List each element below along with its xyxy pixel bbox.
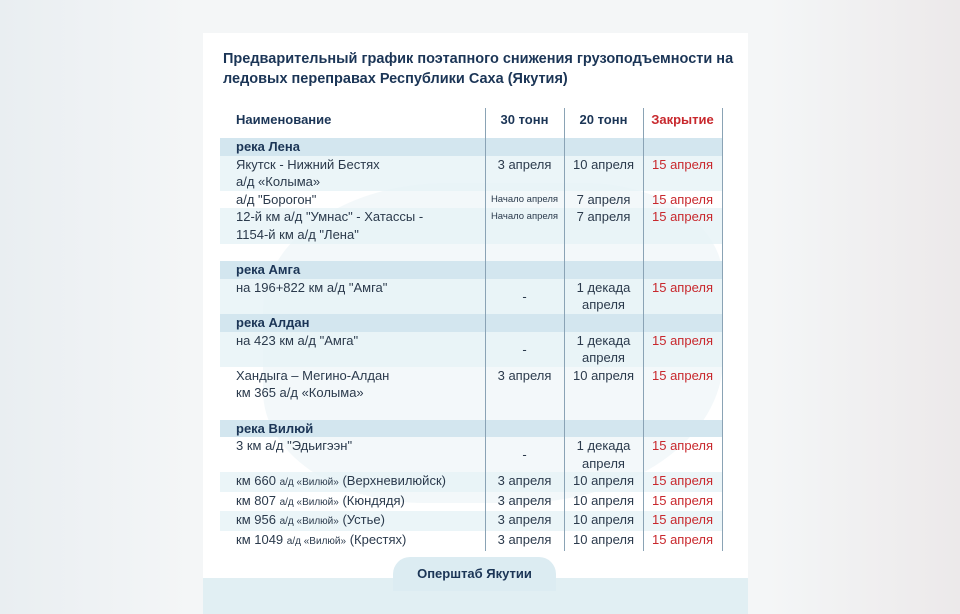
row-name: 3 км а/д "Эдьигээн": [236, 438, 353, 454]
cell-close: 15 апреля: [643, 511, 722, 531]
cell-20t: апреля: [582, 297, 625, 313]
table-row: [220, 367, 722, 402]
row-road: а/д «Вилюй»: [286, 536, 347, 548]
cell-20t: апреля: [582, 350, 625, 366]
cell-30t: Начало апреля: [485, 208, 564, 243]
row-name: 12-й км а/д "Умнас" - Хатассы -: [236, 209, 424, 225]
cell-30t: 3 апреля: [485, 511, 564, 531]
cell-30t: 3 апреля: [485, 367, 564, 402]
cell-close: 15 апреля: [643, 208, 722, 243]
header-30t: 30 тонн: [485, 108, 564, 138]
row-name: Хандыга – Мегино-Алдан: [236, 367, 390, 383]
table-row: [220, 279, 722, 314]
row-road: а/д «Вилюй»: [279, 516, 339, 528]
row-name: а/д «Колыма»: [236, 174, 321, 190]
cell-20t: 7 апреля: [564, 191, 643, 209]
row-road: а/д «Вилюй»: [279, 477, 339, 489]
schedule-card: [203, 33, 748, 580]
section-row: [220, 138, 722, 156]
row-km: км 956: [236, 512, 276, 528]
table-row: [220, 191, 722, 209]
cell-20t: 10 апреля: [564, 492, 643, 512]
schedule-table: [220, 108, 723, 551]
section-row: [220, 261, 722, 279]
cell-30t: Начало апреля: [485, 191, 564, 209]
cell-close: 15 апреля: [643, 279, 722, 314]
cell-20t: 10 апреля: [564, 472, 643, 492]
cell-30t: -: [485, 437, 564, 472]
header-20t: 20 тонн: [564, 108, 643, 138]
row-place: (Кюндядя): [342, 492, 405, 508]
cell-30t: 3 апреля: [485, 531, 564, 551]
cell-close: 15 апреля: [643, 437, 722, 472]
row-name: а/д "Борогон": [236, 191, 317, 207]
cell-20t: 10 апреля: [564, 531, 643, 551]
cell-30t: 3 апреля: [485, 492, 564, 512]
row-place: (Крестях): [349, 532, 407, 548]
cell-close: 15 апреля: [643, 531, 722, 551]
cell-30t: -: [485, 332, 564, 367]
cell-close: 15 апреля: [643, 367, 722, 402]
section-label: река Амга: [220, 261, 485, 279]
cell-20t: 10 апреля: [564, 367, 643, 402]
table-row: [220, 208, 722, 243]
table-row: [220, 332, 722, 367]
cell-close: 15 апреля: [643, 332, 722, 367]
cell-close: 15 апреля: [643, 492, 722, 512]
row-km: км 807: [236, 492, 276, 508]
cell-20t: 10 апреля: [564, 511, 643, 531]
row-name: на 196+822 км а/д "Амга": [220, 279, 485, 314]
row-road: а/д «Вилюй»: [279, 496, 339, 508]
section-label: река Вилюй: [220, 420, 485, 438]
row-name: Якутск - Нижний Бестях: [236, 156, 380, 172]
section-row: [220, 420, 722, 438]
cell-20t: 1 декада: [576, 279, 631, 295]
table-row: [220, 156, 722, 191]
cell-30t: 3 апреля: [485, 472, 564, 492]
page-title: Предварительный график поэтапного снижения грузоподъемности на ледовых переправах Республики Саха (Якутия): [223, 51, 734, 87]
row-name: 1154-й км а/д "Лена": [236, 226, 359, 242]
cell-20t: 7 апреля: [564, 208, 643, 243]
cell-20t: 1 декада: [576, 438, 631, 454]
header-name: Наименование: [236, 112, 332, 127]
footer-source: Оперштаб Якутии: [393, 557, 556, 591]
section-label: река Лена: [220, 138, 485, 156]
table-row: [220, 492, 722, 512]
cell-20t: апреля: [582, 455, 625, 471]
row-km: км 660: [236, 473, 276, 489]
section-row: [220, 314, 722, 332]
row-place: (Устье): [342, 512, 385, 528]
section-label: река Алдан: [220, 314, 485, 332]
table-row: [220, 472, 722, 492]
row-km: км 1049: [236, 532, 284, 548]
cell-30t: -: [485, 279, 564, 314]
row-name: км 365 а/д «Колыма»: [236, 385, 364, 401]
cell-30t: 3 апреля: [485, 156, 564, 191]
table-row: [220, 531, 722, 551]
cell-close: 15 апреля: [643, 156, 722, 191]
table-row: [220, 437, 722, 472]
row-name: на 423 км а/д "Амга": [220, 332, 485, 367]
cell-close: 15 апреля: [643, 472, 722, 492]
row-place: (Верхневилюйск): [342, 473, 446, 489]
table-header: [220, 108, 722, 138]
cell-20t: 1 декада: [576, 332, 631, 348]
table-row: [220, 511, 722, 531]
header-close: Закрытие: [643, 108, 722, 138]
cell-20t: 10 апреля: [564, 156, 643, 191]
cell-close: 15 апреля: [643, 191, 722, 209]
